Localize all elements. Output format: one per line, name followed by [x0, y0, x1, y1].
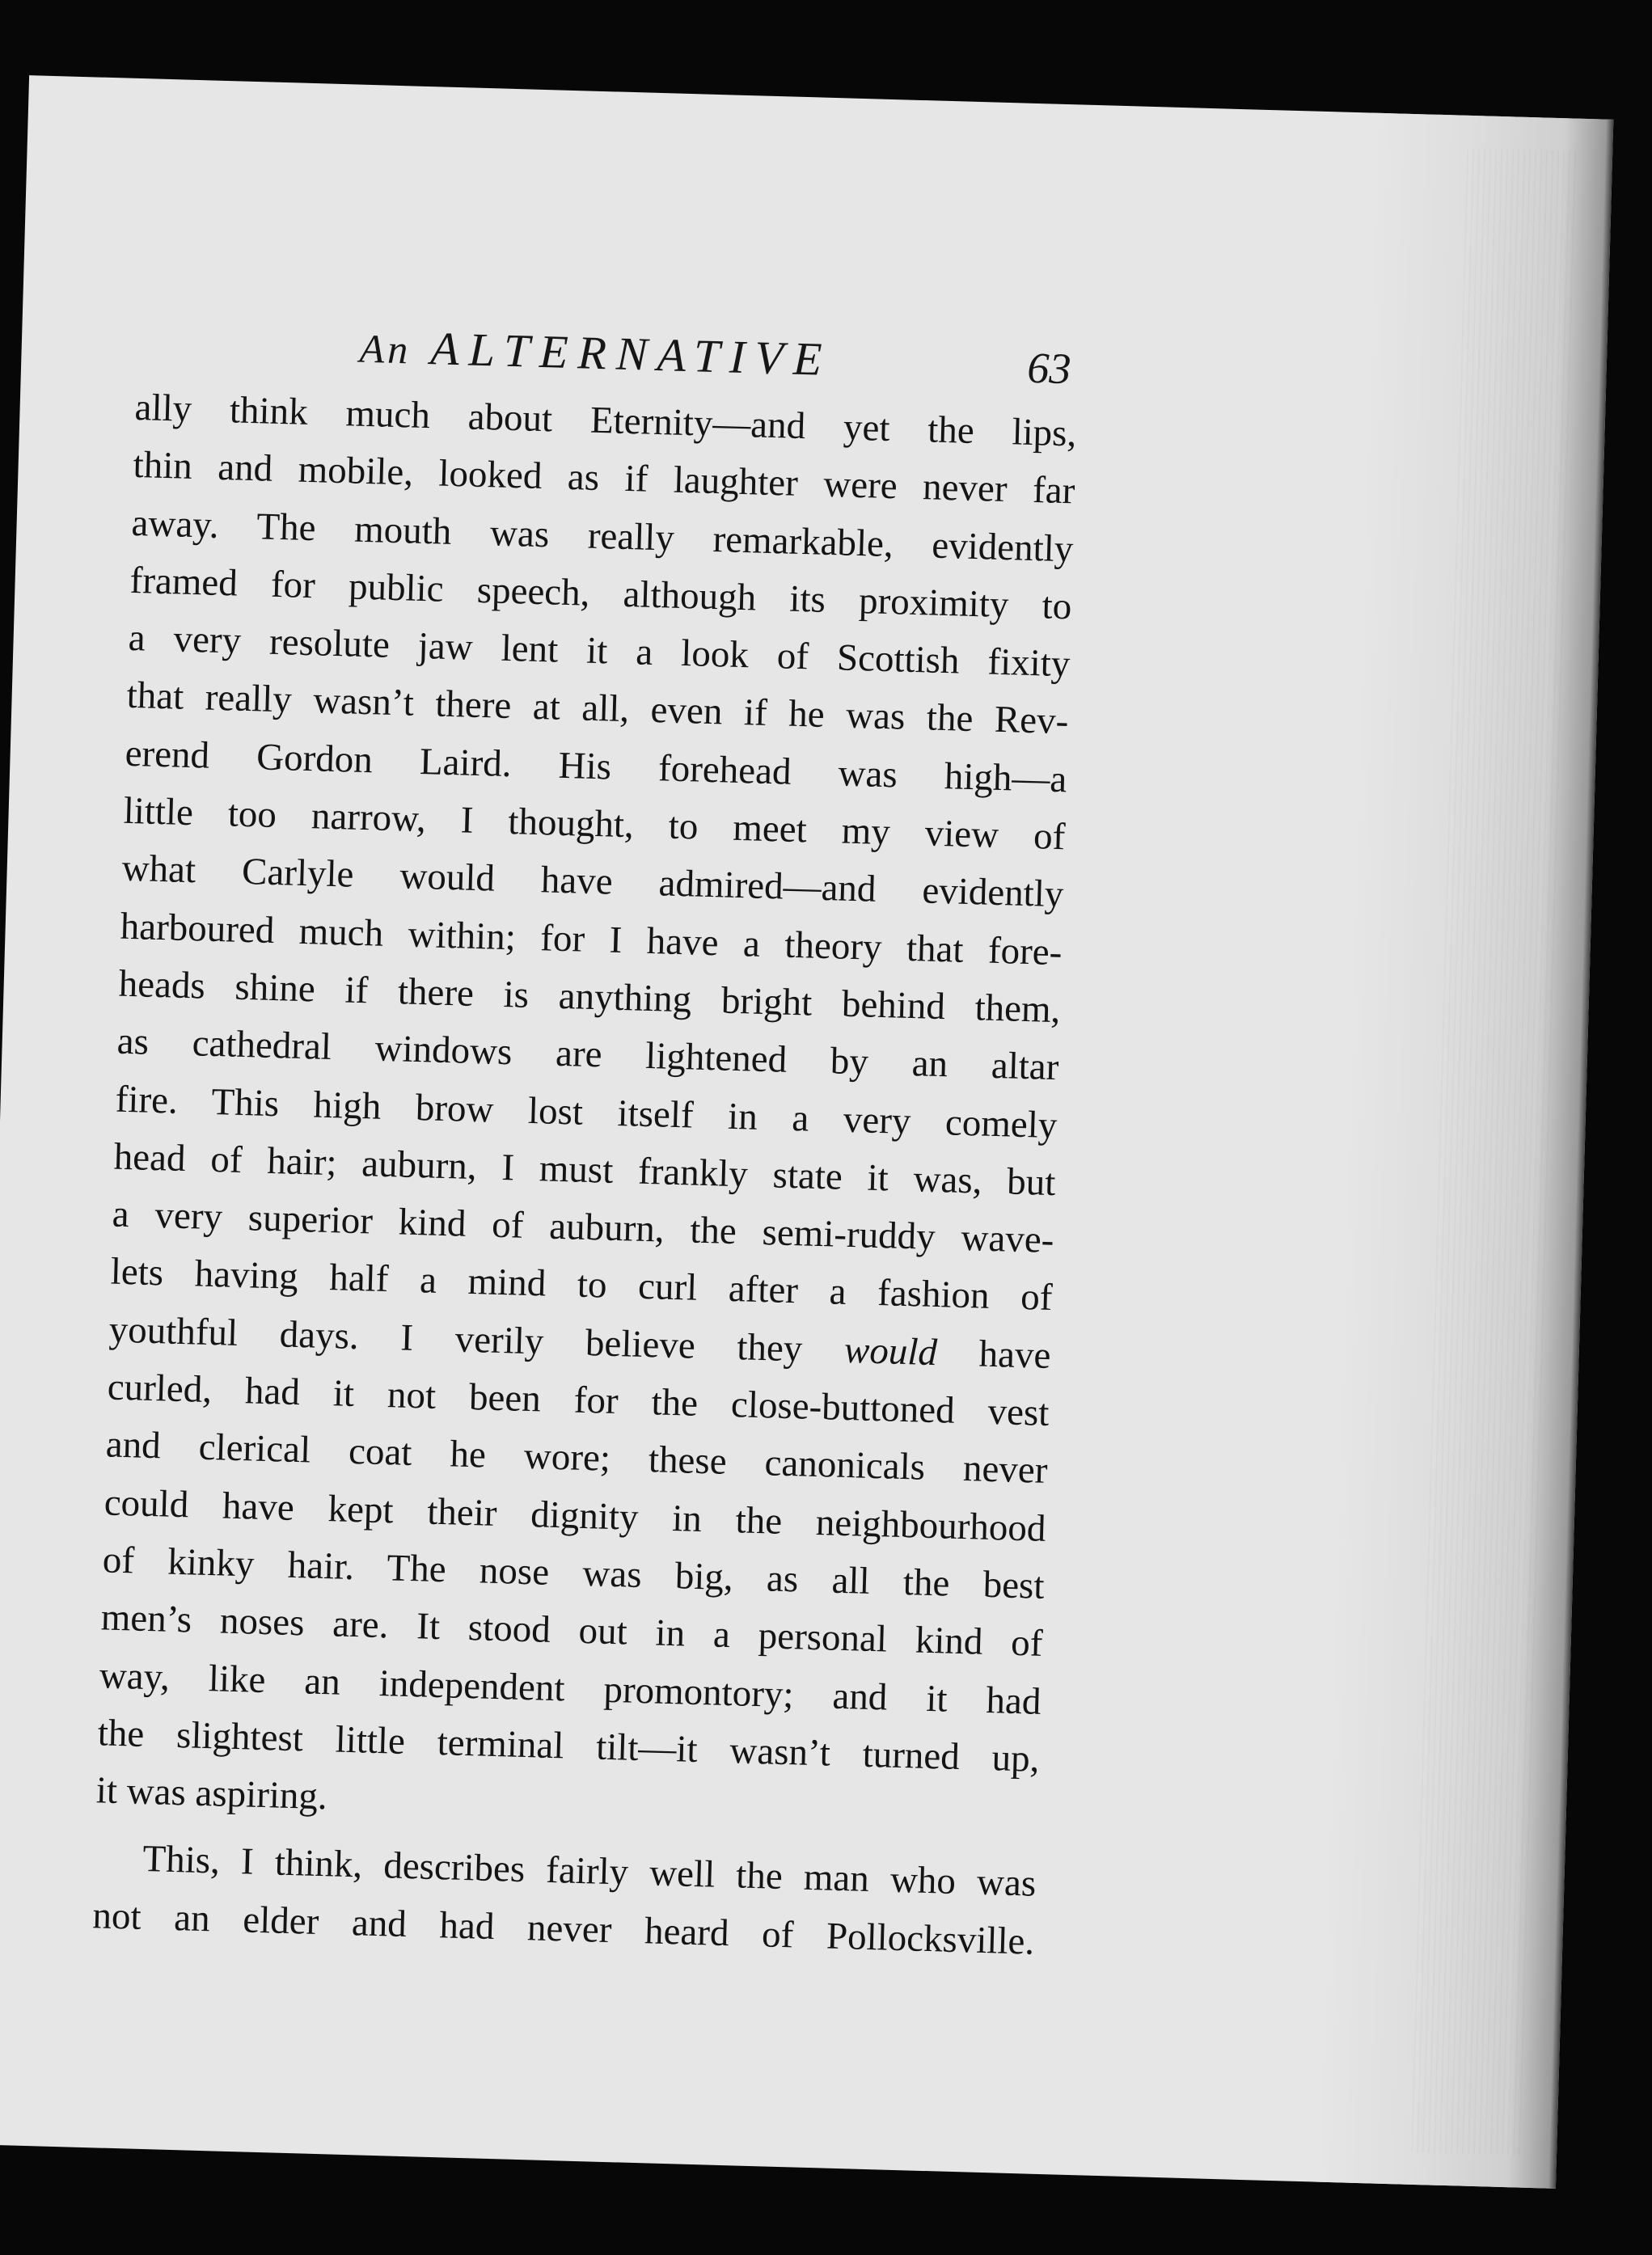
running-head: [359, 319, 832, 386]
text-line: framed for public speech, although its proximity to: [129, 559, 1073, 628]
text-line: that really wasn’t there at all, even if he was the Rev-: [126, 674, 1070, 743]
text-line: it was aspiring.: [95, 1769, 328, 1818]
text-line: little too narrow, I thought, to meet my view of: [123, 789, 1067, 859]
book-page: [0, 75, 1613, 2189]
text-line: curled, had it not been for the close-buttoned vest: [107, 1366, 1050, 1435]
text-line: away. The mouth was really remarkable, evidently: [130, 501, 1074, 570]
text-line: head of hair; auburn, I must frankly state it was, but: [113, 1135, 1057, 1204]
text-line: could have kept their dignity in the neighbourhood: [104, 1481, 1047, 1550]
text-line: not an elder and had never heard of Pollocksville.: [91, 1894, 1035, 1963]
text-line: heads shine if there is anything bright behind them,: [118, 962, 1062, 1032]
text-line: a very superior kind of auburn, the semi-ruddy wave-: [112, 1193, 1055, 1262]
page-fore-edge: [1313, 112, 1613, 2188]
text-line: as cathedral windows are lightened by an altar: [116, 1020, 1060, 1089]
text-line: harboured much within; for I have a theory that fore-: [120, 905, 1063, 973]
text-line: and clerical coat he wore; these canonicals never: [105, 1423, 1049, 1493]
text-line: ally think much about Eternity—and yet the lips,: [133, 386, 1077, 455]
page-number: 63: [1026, 343, 1072, 394]
running-head-title: ALTERNATIVE: [429, 322, 833, 386]
text-segment: youthful days. I verily believe they: [108, 1308, 845, 1371]
body-text: [92, 379, 1078, 1971]
text-line: what Carlyle would have admired—and evidently: [121, 847, 1065, 916]
text-line: way, like an independent promontory; and it had: [99, 1653, 1042, 1723]
text-line: lets having half a mind to curl after a fashion of: [110, 1250, 1054, 1320]
text-line: thin and mobile, looked as if laughter were never far: [132, 444, 1075, 513]
text-segment: have: [936, 1331, 1052, 1377]
text-line: the slightest little terminal tilt—it wasn’t turned up,: [97, 1712, 1041, 1780]
text-line: of kinky hair. The nose was big, as all the best: [102, 1539, 1046, 1607]
text-line: This, I think, describes fairly well the man who was: [142, 1838, 1037, 1906]
text-line: erend Gordon Laird. His forehead was high—a: [125, 732, 1068, 801]
italic-word: would: [843, 1328, 938, 1374]
paragraph-1: [95, 379, 1077, 1846]
paragraph-2: [92, 1830, 1037, 1971]
page-header: [359, 319, 1072, 396]
text-line: a very resolute jaw lent it a look of Scottish fixity: [128, 617, 1071, 686]
running-head-lead: An: [359, 325, 412, 373]
text-line: fire. This high brow lost itself in a very comely: [115, 1078, 1058, 1147]
text-line: men’s noses are. It stood out in a personal kind of: [100, 1596, 1044, 1666]
